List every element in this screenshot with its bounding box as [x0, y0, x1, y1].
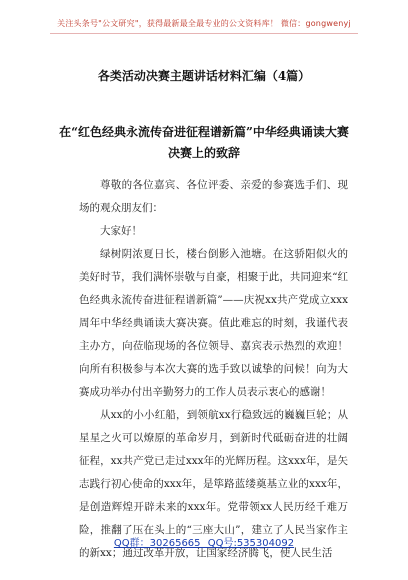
speech-body [79, 174, 348, 565]
greeting-paragraph: 大家好！ [100, 225, 142, 237]
speech-title [0, 122, 408, 164]
footer-contact-link[interactable]: QQ群：30265665 QQ号:535304092 [113, 538, 295, 549]
header-advertisement: 关注头条号"公文研究"，获得最新最全最专业的公文资料库！ 微信：gongwenyj [57, 19, 351, 28]
speech-title-line-1: 在“红色经典永流传奋进征程谱新篇”中华经典诵读大赛 [59, 125, 349, 139]
history-paragraph: 从xx的小小红船，到领航xx行稳致远的巍巍巨轮；从星星之火可以燎原的革命岁月，到新时代砥砺奋进的壮阔征程，xx共产党已走过xxx年的光辉历程。这xxx年，是矢志践行初心使命的xxx年，是筚路蓝缕奠基立业的xxx年，是创造辉煌开辟未来的xxx年。党带领xx人民历经千难万险，推翻了压在头上的“三座大山”，建立了人民当家作主的新xx；通过改革开放，让国家经济腾飞，使人民生活 [79, 409, 348, 559]
header-divider [50, 33, 358, 34]
opening-paragraph: 绿树阴浓夏日长，楼台倒影入池塘。在这骄阳似火的美好时节，我们满怀崇敬与自豪，相聚于此，共同迎来“红色经典永流传奋进征程谱新篇”——庆祝xx共产党成立xxx周年中华经典诵读大赛决赛。值此难忘的时刻，我谨代表主办方，向莅临现场的各位领导、嘉宾表示热烈的欢迎！向所有积极参与本次大赛的选手致以诚挚的问候！向为大赛成功举办付出辛勤努力的工作人员表示衷心的感谢！ [79, 248, 348, 398]
document-title: 各类活动决赛主题讲话材料汇编（4篇） [97, 69, 311, 83]
salutation-paragraph: 尊敬的各位嘉宾、各位评委、亲爱的参赛选手们、现场的观众朋友们： [79, 179, 348, 214]
speech-title-line-2: 决赛上的致辞 [167, 146, 240, 160]
